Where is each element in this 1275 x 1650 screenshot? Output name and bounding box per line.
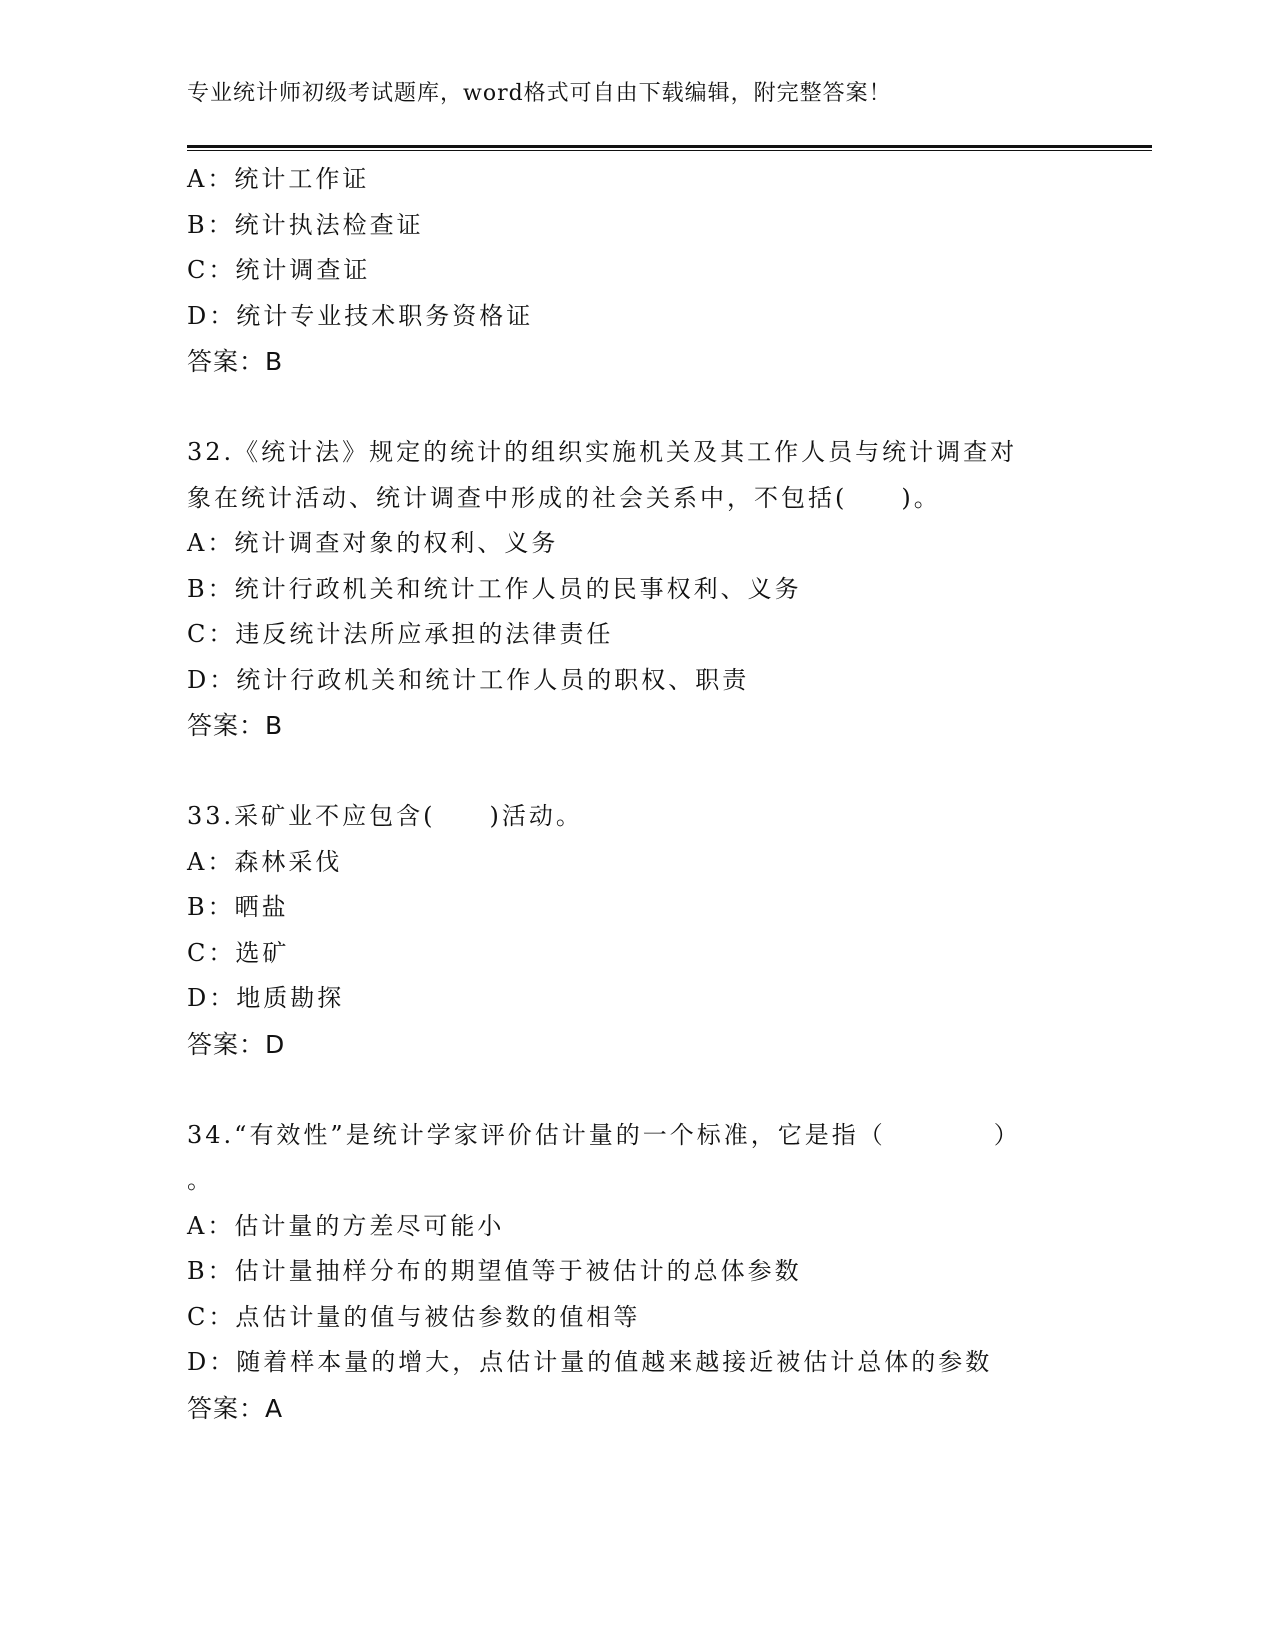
option-c: C：选矿 — [187, 938, 290, 967]
spacer — [187, 1067, 1147, 1113]
answer-line: 答案：B — [187, 347, 284, 376]
option-c: C：点估计量的值与被估参数的值相等 — [187, 1302, 641, 1331]
option-a: A：森林采伐 — [187, 847, 343, 876]
question-33 — [187, 794, 1147, 1067]
option-b: B：统计执法检查证 — [187, 210, 424, 239]
spacer — [187, 385, 1147, 431]
option-c: C：统计调查证 — [187, 256, 371, 284]
option-a: A：统计调查对象的权利、义务 — [187, 529, 559, 557]
question-34 — [187, 1113, 1147, 1432]
option-b: B：晒盐 — [187, 893, 289, 921]
option-d: D：统计行政机关和统计工作人员的职权、职责 — [187, 665, 750, 694]
option-a: A：估计量的方差尽可能小 — [187, 1211, 505, 1240]
question-31 — [187, 157, 1147, 385]
question-stem-line-1: 32.《统计法》规定的统计的组织实施机关及其工作人员与统计调查对 — [187, 438, 1018, 466]
header-divider-thick — [187, 145, 1152, 148]
spacer — [187, 749, 1147, 795]
answer-line: 答案：D — [187, 1029, 286, 1059]
option-c: C：违反统计法所应承担的法律责任 — [187, 620, 614, 648]
option-a: A：统计工作证 — [187, 165, 370, 193]
answer-line: 答案：A — [187, 1393, 284, 1423]
header-divider — [187, 145, 1152, 152]
header-divider-thin — [187, 150, 1152, 151]
option-b: B：统计行政机关和统计工作人员的民事权利、义务 — [187, 574, 802, 603]
page-header-text: 专业统计师初级考试题库，word格式可自由下载编辑，附完整答案！ — [187, 81, 892, 106]
question-32 — [187, 430, 1147, 749]
option-b: B：估计量抽样分布的期望值等于被估计的总体参数 — [187, 1257, 802, 1285]
question-stem-line-1: 33.采矿业不应包含( )活动。 — [187, 802, 583, 830]
question-stem-line-2: 象在统计活动、统计调查中形成的社会关系中，不包括( )。 — [187, 483, 941, 512]
answer-line: 答案：B — [187, 711, 284, 740]
question-stem-line-2: 。 — [187, 1166, 214, 1194]
option-d: D：统计专业技术职务资格证 — [187, 301, 534, 330]
option-d: D：随着样本量的增大，点估计量的值越来越接近被估计总体的参数 — [187, 1348, 993, 1376]
option-d: D：地质勘探 — [187, 984, 345, 1012]
question-content — [187, 157, 1147, 1431]
question-stem-line-1: 34.“有效性”是统计学家评价估计量的一个标准，它是指（ ） — [187, 1120, 1021, 1149]
